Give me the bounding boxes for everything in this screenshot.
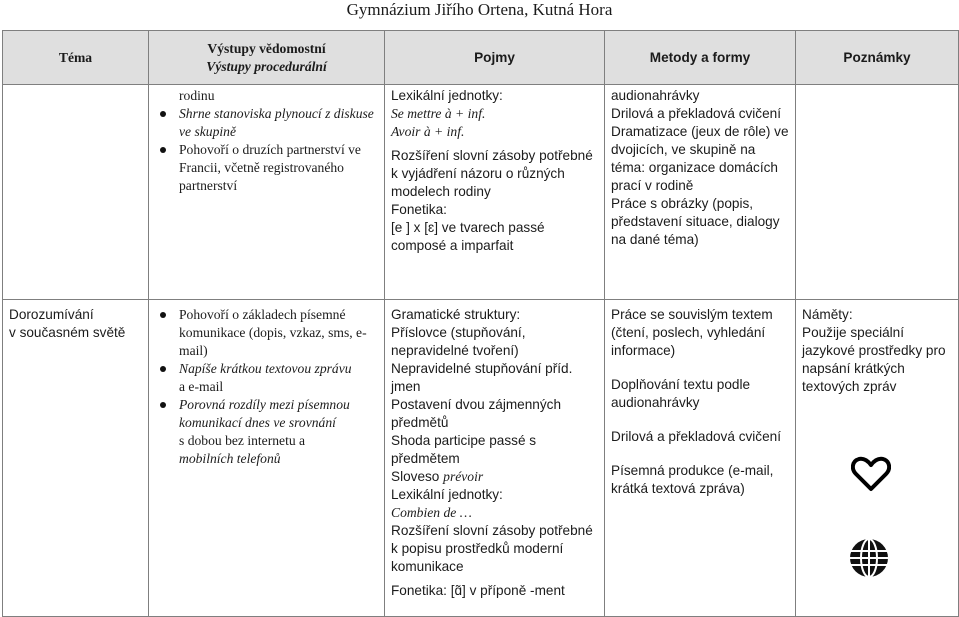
header-vystupy-vedomostni: Výstupy vědomostní bbox=[207, 40, 326, 56]
poznamky-line: Náměty: bbox=[802, 307, 853, 322]
list-item-text: Napíše krátkou textovou zprávu bbox=[179, 361, 352, 376]
list-item: Shrne stanoviska plynoucí z diskuse ve skupině bbox=[155, 105, 378, 141]
globe-icon bbox=[847, 536, 897, 585]
list-item-text: s dobou bez internetu a bbox=[179, 433, 306, 448]
page-title: Gymnázium Jiřího Ortena, Kutná Hora bbox=[346, 0, 613, 19]
row2-vystupy-cell bbox=[149, 300, 385, 617]
pojmy-line: Shoda participe passé s předmětem bbox=[391, 433, 537, 466]
row1-pojmy-cell bbox=[385, 85, 605, 300]
decorative-icons bbox=[847, 455, 897, 585]
header-metody: Metody a formy bbox=[605, 31, 796, 85]
tema-line: v současném světě bbox=[9, 325, 126, 340]
pojmy-line: Rozšíření slovní zásoby potřebné k vyjádření názoru o různých modelech rodiny bbox=[391, 148, 593, 199]
metody-line: Práce se souvislým textem (čtení, poslech, vyhledání informace) bbox=[611, 307, 773, 358]
pojmy-line: Lexikální jednotky: bbox=[391, 88, 503, 103]
list-item bbox=[155, 396, 378, 468]
pojmy-line: Příslovce (stupňování, nepravidelné tvoření) bbox=[391, 325, 526, 358]
row2-metody-cell bbox=[605, 300, 796, 617]
list-item: Pohovoří o druzích partnerství ve Francii, včetně registrovaného partnerství bbox=[155, 141, 378, 195]
row2-pojmy-cell bbox=[385, 300, 605, 617]
list-item bbox=[155, 360, 378, 396]
pojmy-line: Fonetika: [ɑ̃] v příponě -ment bbox=[391, 583, 565, 598]
pojmy-line: Postavení dvou zájmenných předmětů bbox=[391, 397, 562, 430]
curriculum-table bbox=[2, 30, 959, 617]
header-tema: Téma bbox=[3, 31, 149, 85]
poznamky-line: Použije speciální jazykové prostředky pro napsání krátkých textových zpráv bbox=[802, 325, 946, 394]
row1-tema-cell bbox=[3, 85, 149, 300]
pojmy-line: Combien de … bbox=[391, 505, 472, 520]
list-item-text: Porovná rozdíly mezi písemnou komunikací dnes ve srovnání bbox=[179, 397, 350, 430]
table-header-row bbox=[3, 31, 959, 85]
pojmy-line: Se mettre à + inf. bbox=[391, 106, 486, 121]
pojmy-text: prévoir bbox=[443, 469, 484, 484]
row1-metody-cell bbox=[605, 85, 796, 300]
header-pojmy: Pojmy bbox=[385, 31, 605, 85]
header-poznamky: Poznámky bbox=[796, 31, 959, 85]
heart-icon bbox=[851, 455, 897, 498]
list-item: Pohovoří o základech písemné komunikace (dopis, vzkaz, sms, e-mail) bbox=[155, 306, 378, 360]
table-row bbox=[3, 300, 959, 617]
tema-line: Dorozumívání bbox=[9, 307, 94, 322]
row1-poznamky-cell bbox=[796, 85, 959, 300]
row1-vystupy-lead: rodinu bbox=[179, 88, 215, 103]
pojmy-line: Fonetika: bbox=[391, 202, 447, 217]
pojmy-line: Nepravidelné stupňování příd. jmen bbox=[391, 361, 573, 394]
list-item-text: a e-mail bbox=[179, 379, 224, 394]
row1-vystupy-cell bbox=[149, 85, 385, 300]
pojmy-text: Sloveso bbox=[391, 469, 444, 484]
pojmy-line: Rozšíření slovní zásoby potřebné k popisu prostředků moderní komunikace bbox=[391, 523, 593, 574]
metody-line: audionahrávky bbox=[611, 88, 700, 103]
metody-line: Práce s obrázky (popis, představení situace, dialogy na dané téma) bbox=[611, 196, 780, 247]
pojmy-line: [e ] x [ɛ] ve tvarech passé composé a imparfait bbox=[391, 220, 545, 253]
pojmy-line: Gramatické struktury: bbox=[391, 307, 521, 322]
metody-line: Drilová a překladová cvičení bbox=[611, 106, 782, 121]
pojmy-line bbox=[391, 468, 598, 486]
row2-tema-cell bbox=[3, 300, 149, 617]
metody-line: Doplňování textu podle audionahrávky bbox=[611, 377, 751, 410]
list-item-text: mobilních telefonů bbox=[179, 451, 281, 466]
metody-line: Dramatizace (jeux de rôle) ve dvojicích, ve skupině na téma: organizace domácích prací v rodině bbox=[611, 124, 789, 193]
metody-line: Písemná produkce (e-mail, krátká textová zpráva) bbox=[611, 463, 774, 496]
header-vystupy-proceduralni: Výstupy procedurální bbox=[206, 58, 327, 74]
table-row bbox=[3, 85, 959, 300]
header-vystupy bbox=[149, 31, 385, 85]
metody-line: Drilová a překladová cvičení bbox=[611, 429, 782, 444]
pojmy-line: Avoir à + inf. bbox=[391, 124, 465, 139]
pojmy-line: Lexikální jednotky: bbox=[391, 487, 503, 502]
